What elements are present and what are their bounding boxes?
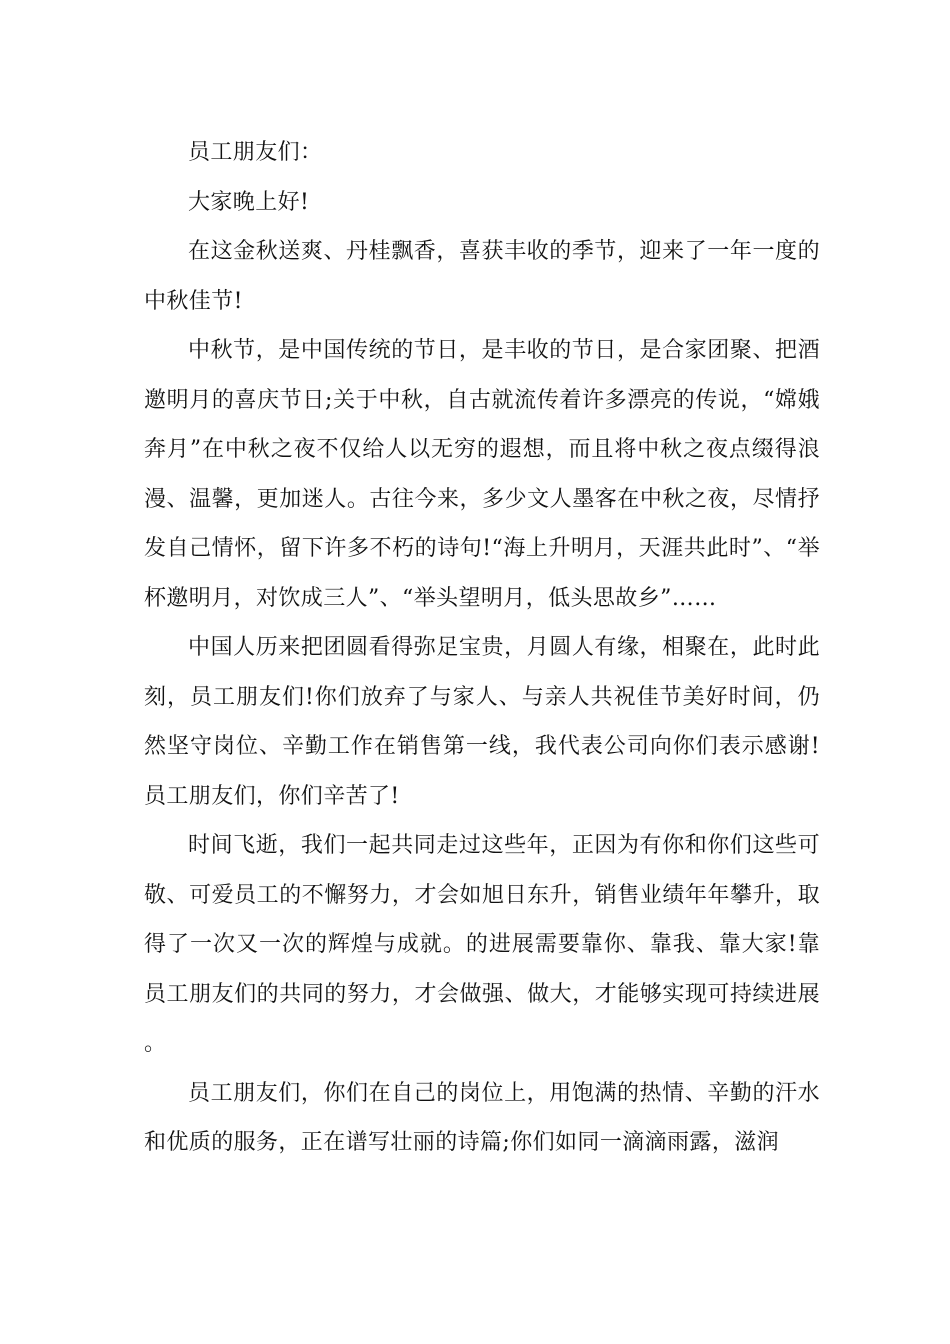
paragraph: 在这金秋送爽、丹桂飘香，喜获丰收的季节，迎来了一年一度的中秋佳节! xyxy=(144,239,820,314)
salutation: 员工朋友们： xyxy=(188,140,323,165)
paragraph: 时间飞逝，我们一起共同走过这些年，正因为有你和你们这些可敬、可爱员工的不懈努力，才会如旭日东升，销售业绩年年攀升，取得了一次又一次的辉煌与成就。的进展需要靠你、靠我、靠大家!靠员工朋友们的共同的努力，才会做强、做大，才能够实现可持续进展。 xyxy=(144,833,820,1056)
document-body xyxy=(144,128,820,1168)
paragraph: 中秋节，是中国传统的节日，是丰收的节日，是合家团聚、把酒邀明月的喜庆节日;关于中秋，自古就流传着许多漂亮的传说，“嫦娥奔月”在中秋之夜不仅给人以无穷的遐想，而且将中秋之夜点缀得浪漫、温馨，更加迷人。古往今来，多少文人墨客在中秋之夜，尽情抒发自己情怀，留下许多不朽的诗句!“海上升明月，天涯共此时”、“举杯邀明月，对饮成三人”、“举头望明月，低头思故乡”…… xyxy=(144,338,820,611)
paragraph: 中国人历来把团圆看得弥足宝贵，月圆人有缘，相聚在，此时此刻，员工朋友们!你们放弃了与家人、与亲人共祝佳节美好时间，仍然坚守岗位、辛勤工作在销售第一线，我代表公司向你们表示感谢!员工朋友们，你们辛苦了! xyxy=(144,635,820,809)
greeting: 大家晚上好! xyxy=(188,189,310,215)
paragraph: 员工朋友们，你们在自己的岗位上，用饱满的热情、辛勤的汗水和优质的服务，正在谱写壮丽的诗篇;你们如同一滴滴雨露，滋润 xyxy=(144,1080,820,1155)
